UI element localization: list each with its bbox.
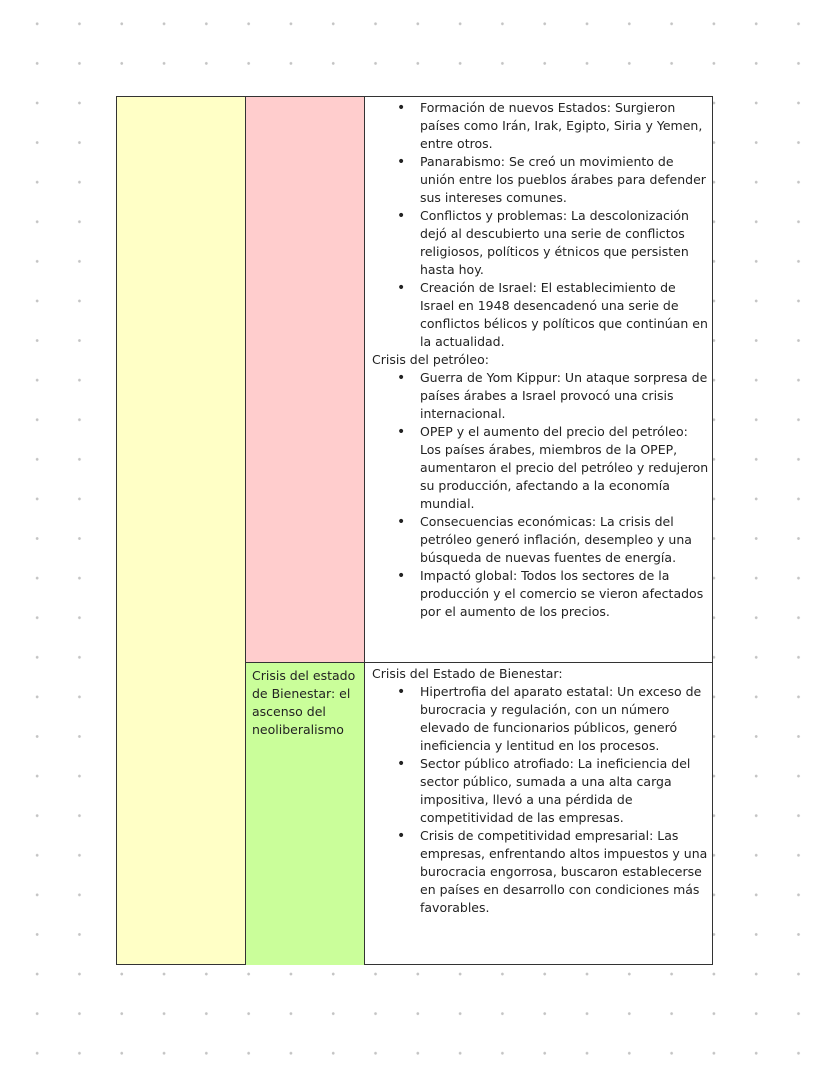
- list-item: • Guerra de Yom Kippur: Un ataque sorpresa de países árabes a Israel provocó una crisis internacional.: [420, 369, 709, 423]
- bienestar-list: [372, 683, 709, 917]
- period-column-cell: [117, 97, 246, 964]
- topic-cell-descolonizacion: [246, 97, 365, 663]
- row-divider: [365, 662, 713, 663]
- list-item: • Impactó global: Todos los sectores de la producción y el comercio se vieron afectados por el aumento de los precios.: [420, 567, 709, 621]
- content-cell-top: [365, 99, 713, 621]
- list-item: • Sector público atrofiado: La ineficiencia del sector público, sumada a una alta carga impositiva, llevó a una pérdida de competitividad de las empresas.: [420, 755, 709, 827]
- list-item: • Crisis de competitividad empresarial: Las empresas, enfrentando altos impuestos y una burocracia engorrosa, buscaron establecerse en países en desarrollo con condiciones más favorables.: [420, 827, 709, 917]
- list-item: • Panarabismo: Se creó un movimiento de unión entre los pueblos árabes para defender sus intereses comunes.: [420, 153, 709, 207]
- topic-label-bienestar: Crisis del estado de Bienestar: el ascenso del neoliberalismo: [252, 668, 356, 737]
- list-item: • Formación de nuevos Estados: Surgieron países como Irán, Irak, Egipto, Siria y Yemen, entre otros.: [420, 99, 709, 153]
- notes-table: [116, 96, 713, 965]
- list-item: • Consecuencias económicas: La crisis del petróleo generó inflación, desempleo y una búsqueda de nuevas fuentes de energía.: [420, 513, 709, 567]
- topic-cell-bienestar: [246, 663, 365, 965]
- list-item: • Hipertrofia del aparato estatal: Un exceso de burocracia y regulación, con un número elevado de funcionarios públicos, generó ineficiencia y lentitud en los procesos.: [420, 683, 709, 755]
- petroleo-list: [372, 369, 709, 621]
- petroleo-heading: Crisis del petróleo:: [372, 352, 489, 367]
- descolonizacion-list: [372, 99, 709, 351]
- list-item: • Creación de Israel: El establecimiento de Israel en 1948 desencadenó una serie de conflictos bélicos y políticos que continúan en la actualidad.: [420, 279, 709, 351]
- content-cell-bottom: [365, 665, 713, 917]
- bienestar-heading: Crisis del Estado de Bienestar:: [372, 666, 563, 681]
- list-item: • Conflictos y problemas: La descolonización dejó al descubierto una serie de conflictos religiosos, políticos y étnicos que persisten hasta hoy.: [420, 207, 709, 279]
- list-item: • OPEP y el aumento del precio del petróleo: Los países árabes, miembros de la OPEP, aumentaron el precio del petróleo y redujeron su producción, afectando a la economía mundial.: [420, 423, 709, 513]
